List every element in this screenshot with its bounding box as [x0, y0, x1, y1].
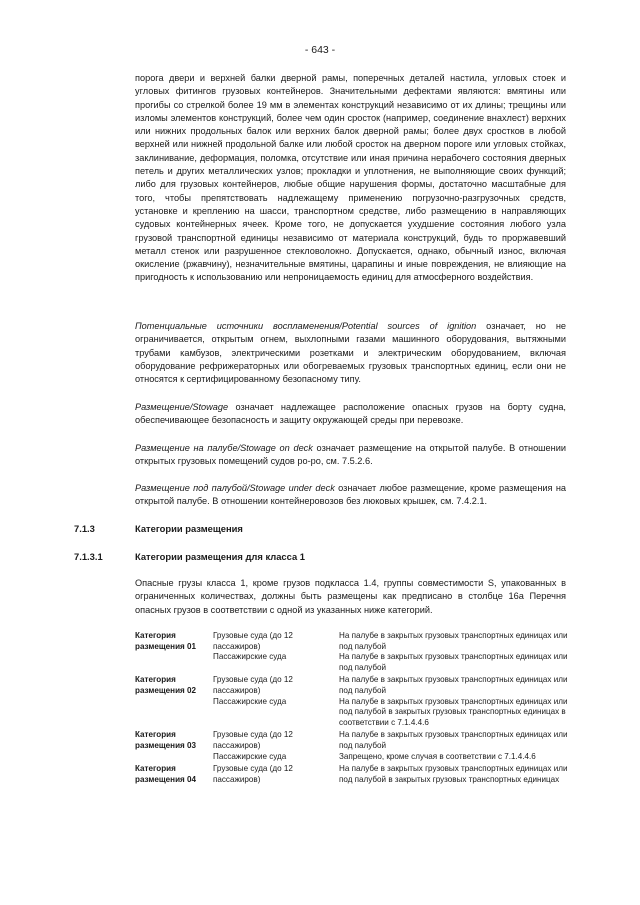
term-ignition-sources: Потенциальные источники воспламенения/Potential sources of ignition	[135, 321, 477, 331]
ship-type: Грузовые суда (до 12 пассажиров)	[213, 764, 293, 784]
stowage-rule: На палубе в закрытых грузовых транспортных единицах или под палубой	[339, 730, 568, 750]
ship-type: Пассажирские суда	[213, 751, 287, 761]
ship-type: Грузовые суда (до 12 пассажиров)	[213, 675, 293, 695]
definition-stowage-on-deck	[135, 442, 566, 469]
definition-text: означает, но не ограничивается, открытым огнем, выхлопными газами машинного оборудования, вытяжными трубами камбузов, электрическими розетками и электрическим оборудованием, включая оборудование рефрижераторных или обогреваемых грузовых транспортных единиц, если они не относятся к сертифицированному безопасному типу.	[135, 321, 566, 385]
class1-intro-paragraph: Опасные грузы класса 1, кроме грузов подкласса 1.4, группы совместимости S, упакованных в ограниченных количествах, должны быть размещены как предписано в столбце 16а Перечня опасных грузов в соответствии с одной из указанных ниже категорий.	[135, 578, 566, 615]
stowage-rule: Запрещено, кроме случая в соответствии с 7.1.4.4.6	[339, 751, 536, 761]
term-stowage: Размещение/Stowage	[135, 402, 229, 412]
ship-type: Грузовые суда (до 12 пассажиров)	[213, 631, 293, 651]
table-row	[135, 764, 570, 785]
definition-text: означает размещение на открытой палубе. В отношении открытых грузовых помещений судов ро-ро, см. 7.5.2.6.	[135, 443, 566, 467]
table-row	[135, 631, 570, 652]
ship-type: Грузовые суда (до 12 пассажиров)	[213, 730, 293, 750]
table-row	[135, 675, 570, 696]
section-title-7131: Категории размещения для класса 1	[135, 551, 306, 562]
category-name: Категория размещения 04	[135, 764, 197, 784]
section-number-713: 7.1.3	[74, 523, 95, 534]
stowage-categories-table	[135, 631, 570, 785]
term-stowage-under-deck: Размещение под палубой/Stowage under deck	[135, 483, 335, 493]
stowage-rule: На палубе в закрытых грузовых транспортных единицах или под палубой в закрытых грузовых транспортных единицах в соответствии с 7.1.4.4.6	[339, 696, 568, 727]
definition-text: означает надлежащее расположение опасных грузов на борту судна, обеспечивающее безопасность и защиту окружающей среды при перевозке.	[135, 402, 566, 426]
ship-type: Пассажирские суда	[213, 696, 287, 706]
stowage-rule: На палубе в закрытых грузовых транспортных единицах или под палубой в закрытых грузовых транспортных единицах	[339, 764, 568, 784]
definition-continuation: порога двери и верхней балки дверной рамы, поперечных деталей настила, угловых стоек и угловых фитингов грузовых контейнеров. Значительными дефектами являются: вмятины или прогибы со стрелкой более 19 мм в элементах конструкций независимо от их длины; трещины или изломы элементов конструкций, более чем один сросток (например, соединение внахлест) верхних или нижних продольных балок или верхних балок дверной рамы; более двух сростков в любой верхней или нижней продольной балке или любой сросток на дверном пороге или угловых стойках, заклинивание, деформация, поломка, отсутствие или иная причина нерабочего состояния дверных петель и других металлических узлов; прокладки и уплотнения, не выполняющие своих функций; либо для грузовых контейнеров, любые общие нарушения формы, достаточно масштабные для того, чтобы препятствовать надлежащему применению погрузочно-разгрузочных средств, установке и креплению на шасси, транспортном средстве, либо размещению в направляющих судовых контейнерных ячеек. Кроме того, не допускается ухудшение состояния любого узла грузовой транспортной единицы независимо от материала конструкций, будь то проржавевший металл стенок или разрушенное стекловолокно. Допускается, однако, обычный износ, включая окисление (ржавчину), незначительные вмятины, царапины и иные повреждения, не влияющие на пригодность к использованию или непроницаемость единиц для атмосферного воздействия.	[135, 73, 566, 283]
stowage-rule: На палубе в закрытых грузовых транспортных единицах или под палубой	[339, 631, 568, 651]
category-name: Категория размещения 01	[135, 631, 197, 651]
page-number: - 643 -	[304, 44, 336, 56]
category-name: Категория размещения 02	[135, 675, 197, 695]
table-row	[135, 730, 570, 751]
term-stowage-on-deck: Размещение на палубе/Stowage on deck	[135, 443, 313, 453]
category-name: Категория размещения 03	[135, 730, 197, 750]
ship-type: Пассажирские суда	[213, 652, 287, 662]
stowage-rule: На палубе в закрытых грузовых транспортных единицах или под палубой	[339, 675, 568, 695]
section-title-713: Категории размещения	[135, 523, 243, 534]
definition-stowage-under-deck	[135, 482, 566, 509]
definition-text: означает любое размещение, кроме размещения на открытой палубе. В отношении контейнеровозов без люковых крышек, см. 7.4.2.1.	[135, 483, 566, 507]
stowage-rule: На палубе в закрытых грузовых транспортных единицах или под палубой	[339, 652, 568, 672]
definition-ignition-sources	[135, 320, 566, 386]
section-number-7131: 7.1.3.1	[74, 551, 103, 562]
definition-stowage	[135, 401, 566, 428]
